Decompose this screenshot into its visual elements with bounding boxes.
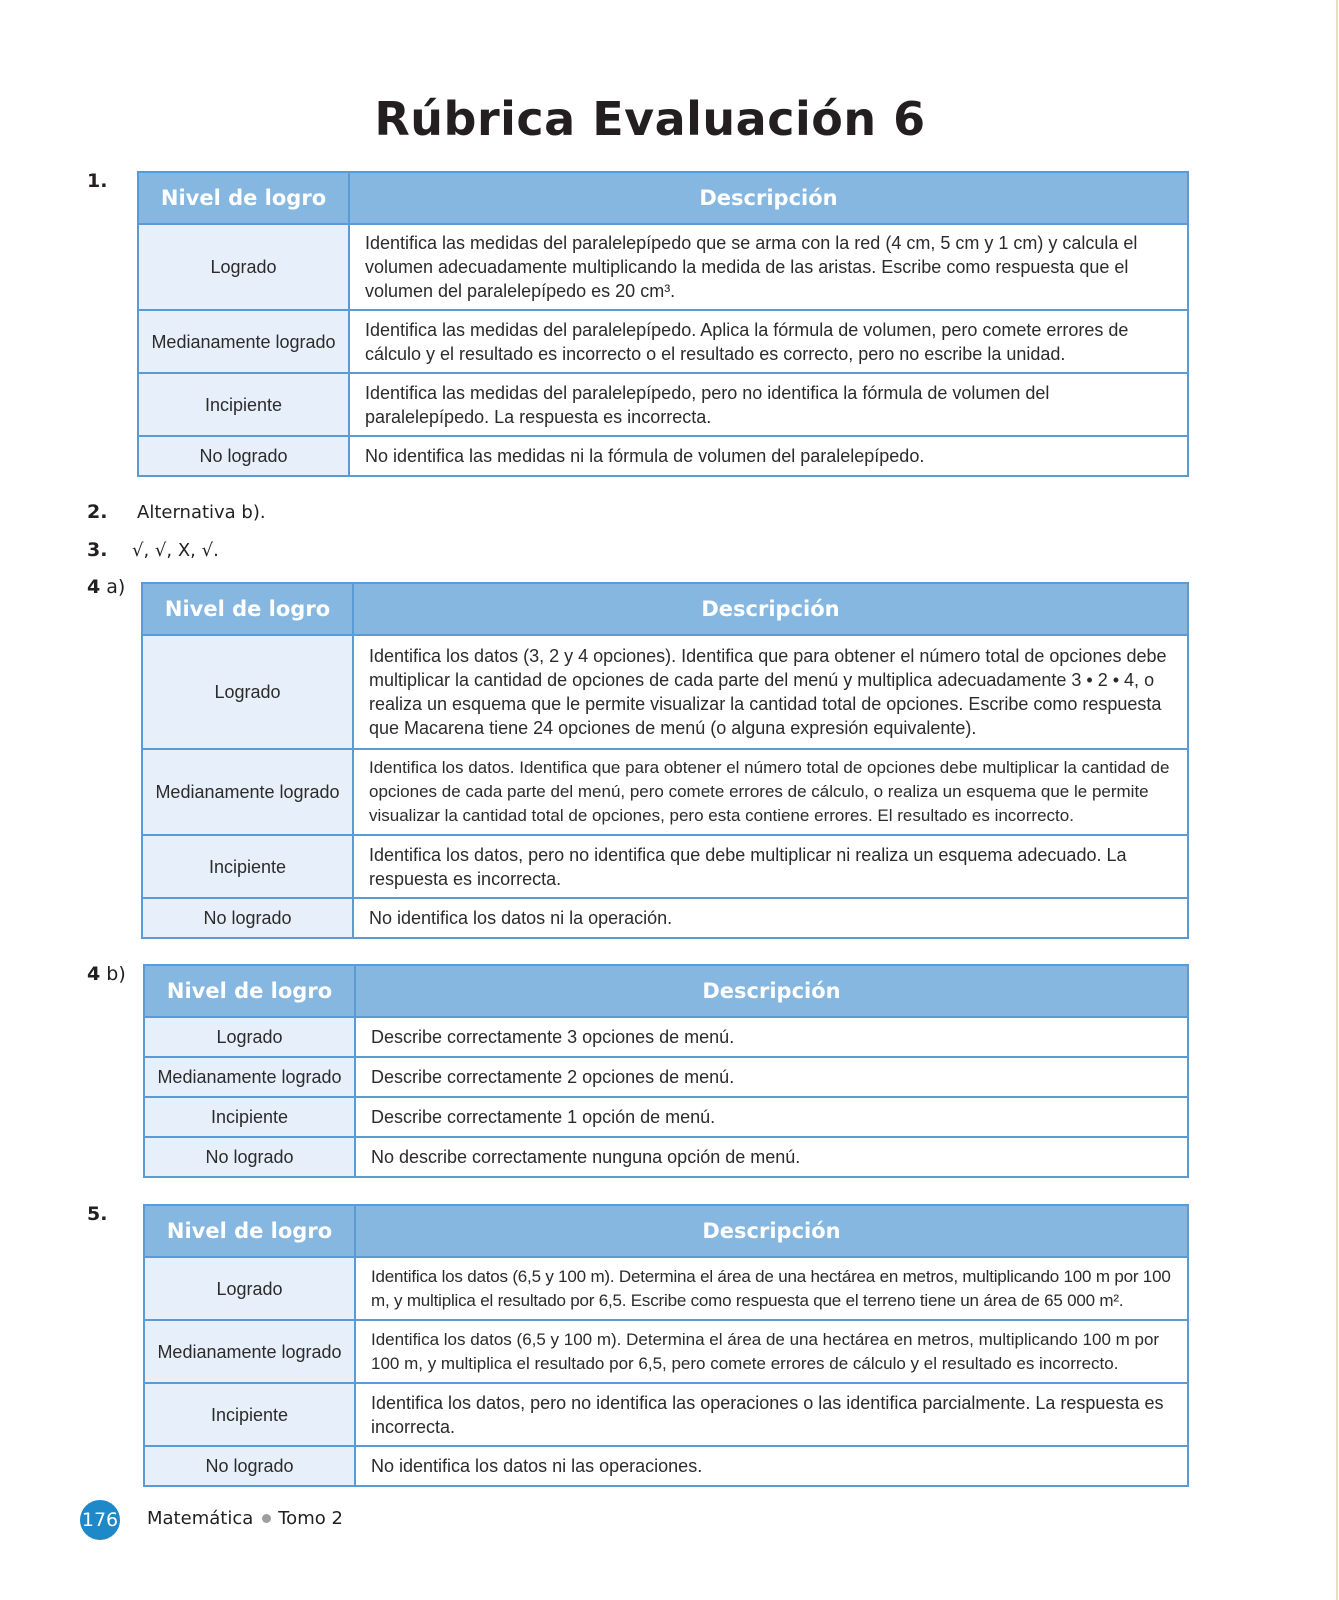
page-edge-line xyxy=(1336,0,1338,1600)
table-row xyxy=(138,224,1188,310)
level-cell: Logrado xyxy=(144,1017,355,1057)
description-cell: Describe correctamente 1 opción de menú. xyxy=(355,1097,1188,1137)
footer-volume: Tomo 2 xyxy=(278,1508,343,1529)
level-cell: No logrado xyxy=(138,436,349,476)
table-row xyxy=(144,1137,1188,1177)
question-3-number: 3. xyxy=(87,539,108,561)
table-row xyxy=(142,749,1188,835)
table-header-row xyxy=(144,1205,1188,1257)
description-cell: Identifica las medidas del paralelepípedo. Aplica la fórmula de volumen, pero comete errores de cálculo y el resultado es incorrecto o el resultado es correcto, pero no escribe la unidad. xyxy=(349,310,1188,373)
description-cell: Identifica los datos (6,5 y 100 m). Determina el área de una hectárea en metros, multiplicando 100 m por 100 m, y multiplica el resultado por 6,5. Escribe como respuesta que el terreno tiene un área de 65 000 m². xyxy=(355,1257,1188,1320)
table-row xyxy=(144,1257,1188,1320)
table-row xyxy=(144,1446,1188,1486)
question-number: 4 xyxy=(87,963,101,985)
question-4b-number xyxy=(87,963,126,985)
level-cell: No logrado xyxy=(142,898,353,938)
footer-subject: Matemática xyxy=(147,1508,254,1529)
rubric-table-q5 xyxy=(143,1204,1189,1487)
description-cell: Identifica los datos. Identifica que para obtener el número total de opciones debe multiplicar la cantidad de opciones de cada parte del menú, pero comete errores de cálculo, o realiza un esquema que le permite visualizar la cantidad total de opciones, pero esta contiene errores. El resultado es incorrecto. xyxy=(353,749,1188,835)
level-cell: Medianamente logrado xyxy=(142,749,353,835)
table-row xyxy=(142,635,1188,749)
level-cell: Medianamente logrado xyxy=(144,1320,355,1383)
table-row xyxy=(138,310,1188,373)
header-description: Descripción xyxy=(353,583,1188,635)
question-subpart: a) xyxy=(100,576,126,598)
level-cell: Incipiente xyxy=(142,835,353,898)
description-cell: No identifica las medidas ni la fórmula de volumen del paralelepípedo. xyxy=(349,436,1188,476)
header-level: Nivel de logro xyxy=(142,583,353,635)
description-cell: No describe correctamente nunguna opción de menú. xyxy=(355,1137,1188,1177)
question-subpart: b) xyxy=(100,963,126,985)
description-cell: Identifica los datos (6,5 y 100 m). Determina el área de una hectárea en metros, multiplicando 100 m por 100 m, y multiplica el resultado por 6,5, pero comete errores de cálculo y el resultado es incorrecto. xyxy=(355,1320,1188,1383)
header-description: Descripción xyxy=(355,965,1188,1017)
description-cell: Identifica los datos (3, 2 y 4 opciones). Identifica que para obtener el número total de opciones debe multiplicar la cantidad de opciones de cada parte del menú y multiplica adecuadamente 3 • 2 • 4, o realiza un esquema que le permite visualizar la cantidad total de opciones. Escribe como respuesta que Macarena tiene 24 opciones de menú (o alguna expresión equivalente). xyxy=(353,635,1188,749)
level-cell: Medianamente logrado xyxy=(144,1057,355,1097)
question-2-number: 2. xyxy=(87,501,108,523)
table-row xyxy=(144,1017,1188,1057)
rubric-table-q4b xyxy=(143,964,1189,1178)
question-number: 4 xyxy=(87,576,101,598)
question-1-number: 1. xyxy=(87,170,108,192)
question-4a-number xyxy=(87,576,125,598)
table-row xyxy=(138,373,1188,436)
header-level: Nivel de logro xyxy=(138,172,349,224)
table-row xyxy=(144,1057,1188,1097)
description-cell: Identifica los datos, pero no identifica las operaciones o las identifica parcialmente. La respuesta es incorrecta. xyxy=(355,1383,1188,1446)
header-description: Descripción xyxy=(355,1205,1188,1257)
description-cell: No identifica los datos ni la operación. xyxy=(353,898,1188,938)
level-cell: Logrado xyxy=(142,635,353,749)
header-level: Nivel de logro xyxy=(144,965,355,1017)
page-title: Rúbrica Evaluación 6 xyxy=(374,92,926,146)
question-5-number: 5. xyxy=(87,1203,108,1225)
description-cell: Identifica las medidas del paralelepípedo que se arma con la red (4 cm, 5 cm y 1 cm) y calcula el volumen adecuadamente multiplicando la medida de las aristas. Escribe como respuesta que el volumen del paralelepípedo es 20 cm³. xyxy=(349,224,1188,310)
description-cell: Identifica los datos, pero no identifica que debe multiplicar ni realiza un esquema adecuado. La respuesta es incorrecta. xyxy=(353,835,1188,898)
level-cell: Incipiente xyxy=(144,1383,355,1446)
level-cell: Medianamente logrado xyxy=(138,310,349,373)
table-header-row xyxy=(138,172,1188,224)
separator-dot-icon xyxy=(262,1514,271,1523)
table-row xyxy=(138,436,1188,476)
header-description: Descripción xyxy=(349,172,1188,224)
level-cell: No logrado xyxy=(144,1137,355,1177)
description-cell: Identifica las medidas del paralelepípedo, pero no identifica la fórmula de volumen del paralelepípedo. La respuesta es incorrecta. xyxy=(349,373,1188,436)
footer-label xyxy=(147,1508,343,1529)
description-cell: Describe correctamente 2 opciones de menú. xyxy=(355,1057,1188,1097)
table-row xyxy=(142,835,1188,898)
table-row xyxy=(144,1097,1188,1137)
table-header-row xyxy=(144,965,1188,1017)
level-cell: No logrado xyxy=(144,1446,355,1486)
table-row xyxy=(142,898,1188,938)
level-cell: Incipiente xyxy=(138,373,349,436)
level-cell: Incipiente xyxy=(144,1097,355,1137)
table-row xyxy=(144,1320,1188,1383)
table-row xyxy=(144,1383,1188,1446)
level-cell: Logrado xyxy=(138,224,349,310)
rubric-table-q1 xyxy=(137,171,1189,477)
description-cell: No identifica los datos ni las operaciones. xyxy=(355,1446,1188,1486)
table-header-row xyxy=(142,583,1188,635)
question-3-answer: √, √, X, √. xyxy=(132,540,219,561)
question-2-answer: Alternativa b). xyxy=(137,502,266,523)
level-cell: Logrado xyxy=(144,1257,355,1320)
description-cell: Describe correctamente 3 opciones de menú. xyxy=(355,1017,1188,1057)
rubric-table-q4a xyxy=(141,582,1189,939)
header-level: Nivel de logro xyxy=(144,1205,355,1257)
page-number-badge: 176 xyxy=(80,1500,120,1540)
